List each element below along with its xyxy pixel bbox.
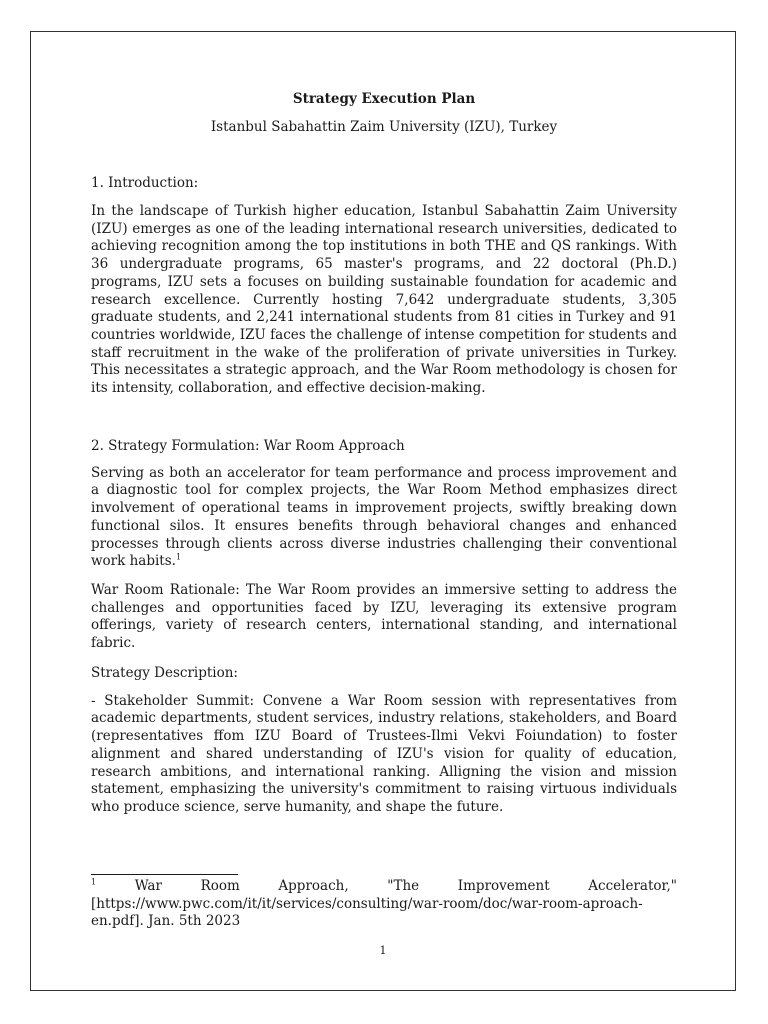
footnote <box>91 878 677 931</box>
document-subtitle: Istanbul Sabahattin Zaim University (IZU), Turkey <box>210 119 558 135</box>
footnote-separator <box>91 874 238 875</box>
page-number: 1 <box>379 944 387 957</box>
document-title: Strategy Execution Plan <box>292 91 476 107</box>
footnote-text: War Room Approach, "The Improvement Accelerator," [https://www.pwc.com/it/it/services/consulting/war-room/doc/war-room-aproach-en.pdf]. Jan. 5th 2023 <box>91 878 677 930</box>
formulation-paragraph <box>91 465 677 571</box>
document-page <box>30 31 736 991</box>
strategy-description-heading: Strategy Description: <box>91 664 238 681</box>
formulation-heading: 2. Strategy Formulation: War Room Approach <box>91 437 405 454</box>
stakeholder-summit-item: - Stakeholder Summit: Convene a War Room session with representatives from academic departments, student services, industry relations, stakeholders, and Board (representatives ffom IZU Board of Trustees-Ilmi Vekvi Foiundation) to foster alignment and shared understanding of IZU's vision for quality of education, research ambitions, and international ranking. Alligning the vision and mission statement, emphasizing the university's commitment to raising virtuous individuals who produce science, serve humanity, and shape the future. <box>91 692 677 815</box>
war-room-rationale: War Room Rationale: The War Room provides an immersive setting to address the challenges and opportunities faced by IZU, leveraging its extensive program offerings, variety of research centers, international standing, and international fabric. <box>91 581 677 652</box>
footnote-reference[interactable]: 1 <box>175 552 182 562</box>
introduction-heading: 1. Introduction: <box>91 175 199 191</box>
footnote-marker: 1 <box>91 877 97 887</box>
formulation-paragraph-text: Serving as both an accelerator for team performance and process improvement and a diagnostic tool for complex projects, the War Room Method emphasizes direct involvement of operational teams in improvement projects, swiftly breaking down functional silos. It ensures benefits through behavioral changes and enhanced processes through clients across diverse industries challenging their conventional work habits. <box>91 464 677 570</box>
page-content <box>91 90 677 817</box>
introduction-paragraph: In the landscape of Turkish higher education, Istanbul Sabahattin Zaim University (IZU) emerges as one of the leading international research universities, dedicated to achieving recognition among the top institutions in both THE and QS rankings. With 36 undergraduate programs, 65 master's programs, and 22 doctoral (Ph.D.) programs, IZU sets a focuses on building sustainable foundation for academic and research excellence. Currently hosting 7,642 undergraduate students, 3,305 graduate students, and 2,241 international students from 81 cities in Turkey and 91 countries worldwide, IZU faces the challenge of intense competition for students and staff recruitment in the wake of the proliferation of private universities in Turkey. This necessitates a strategic approach, and the War Room methodology is chosen for its intensity, collaboration, and effective decision-making. <box>91 203 677 397</box>
